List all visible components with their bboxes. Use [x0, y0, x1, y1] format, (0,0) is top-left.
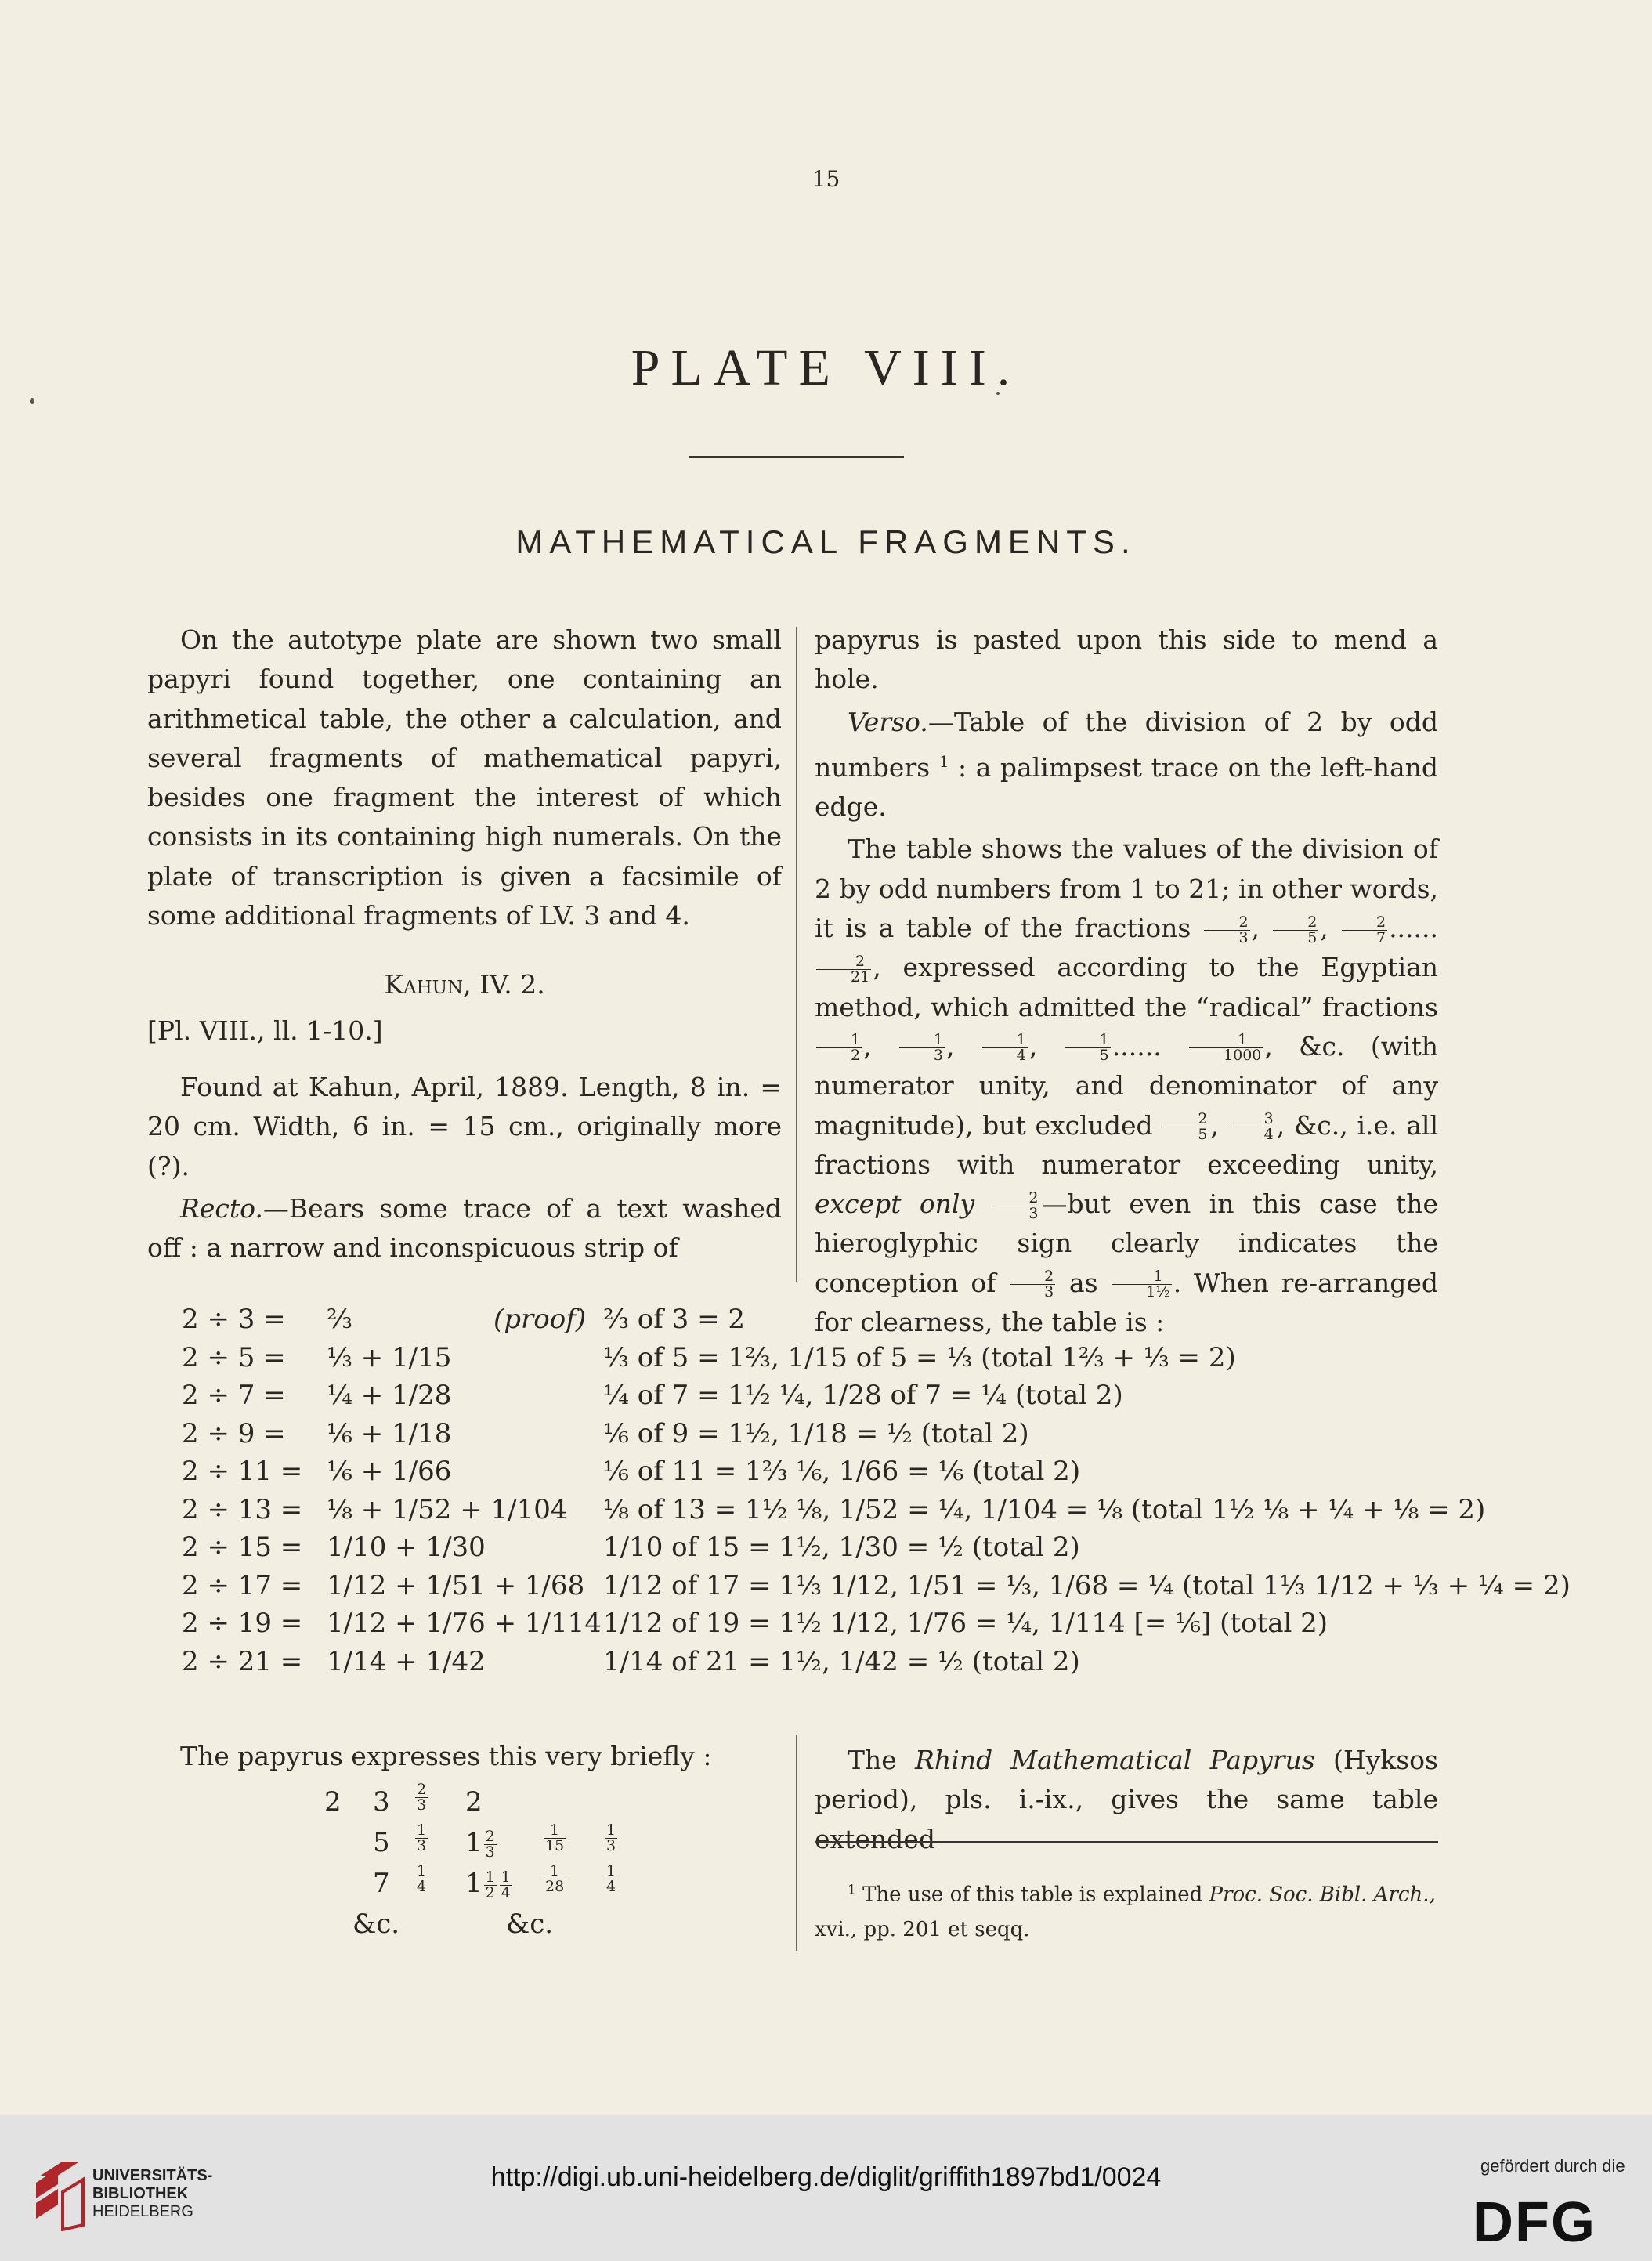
- proof-text: 1/10 of 15 = 1½, 1/30 = ½ (total 2): [603, 1532, 1080, 1563]
- proof-text: ⅛ of 13 = 1½ ⅛, 1/52 = ¼, 1/104 = ⅛ (total 1½ ⅛ + ¼ + ⅛ = 2): [603, 1493, 1486, 1525]
- division-lhs: 2 ÷ 15 =: [182, 1532, 303, 1563]
- fractions-text-c: &c. (with numerator unity, and denominator of any magnitude), but excluded: [815, 1030, 1439, 1141]
- permalink-url[interactable]: http://digi.ub.uni-heidelberg.de/diglit/griffith1897bd1/0024: [490, 2162, 1162, 2192]
- fraction: $\frac{2}{5}$: [1273, 915, 1318, 946]
- fraction: $\frac{1}{5}$: [1065, 1033, 1111, 1063]
- fraction: $\frac{2}{3}$: [1010, 1269, 1055, 1300]
- scan-speck: [30, 398, 34, 404]
- fractions-text-f: . When re-arranged for clearness, the table is :: [815, 1267, 1438, 1338]
- division-result: 1/12 + 1/51 + 1/68: [327, 1569, 585, 1601]
- fraction: $\frac{1}{1000}$: [1189, 1033, 1263, 1063]
- fractions-text-e: —but even in this case the hieroglyphic sign clearly indicates the conception of: [815, 1188, 1438, 1298]
- section-title: MATHEMATICAL FRAGMENTS.: [515, 523, 1137, 560]
- proof-text: ⅙ of 9 = 1½, 1/18 = ½ (total 2): [603, 1417, 1029, 1449]
- library-line-2: BIBLIOTHEK: [92, 2185, 189, 2202]
- papyrus-cell: $\frac{1}{3}$: [417, 1821, 427, 1854]
- verso-tail: : a palimpsest trace on the left-hand edge.: [815, 751, 1438, 823]
- papyrus-cell: 7: [373, 1868, 390, 1899]
- footnote-divider: [815, 1841, 1438, 1843]
- papyrus-cell: 3: [373, 1786, 390, 1818]
- papyrus-etc: &c.: [506, 1908, 554, 1940]
- papyrus-cell: $\frac{1}{15}$: [545, 1821, 565, 1854]
- found-paragraph: Found at Kahun, April, 1889. Length, 8 in. = 20 cm. Width, 6 in. = 15 cm., originally more (?).: [147, 1071, 782, 1181]
- library-line-3: HEIDELBERG: [92, 2203, 193, 2220]
- proof-text: ¼ of 7 = 1½ ¼, 1/28 of 7 = ¼ (total 2): [603, 1380, 1123, 1411]
- dfg-logo: DFG: [1473, 2191, 1596, 2254]
- division-lhs: 2 ÷ 17 =: [182, 1569, 303, 1601]
- division-lhs: 2 ÷ 5 =: [182, 1341, 286, 1373]
- column-divider: [796, 627, 797, 1282]
- fraction: $\frac{2}{7}$: [1342, 915, 1387, 946]
- funding-caption: gefördert durch die: [1480, 2156, 1625, 2176]
- as-text: as: [1068, 1267, 1098, 1298]
- fractions-text-a: The table shows the values of the division of 2 by odd numbers from 1 to 21; in other words, it is a table of the fractions: [815, 834, 1438, 944]
- title-divider: [689, 456, 904, 458]
- verso-text: —Table of the division of 2 by odd numbers: [815, 706, 1438, 783]
- papyrus-cell: 1 $\frac{2}{3}$: [465, 1827, 495, 1861]
- plate-title: PLATE VIII.: [631, 339, 1021, 396]
- division-result: ⅔: [327, 1304, 352, 1335]
- fractions-text-d: &c., i.e. all fractions with numerator exceeding unity,: [815, 1109, 1439, 1180]
- rhind-text-a: The: [848, 1745, 916, 1775]
- except-only-text: except only: [815, 1188, 975, 1220]
- division-result: 1/12 + 1/76 + 1/114: [327, 1608, 602, 1639]
- fraction: $\frac{3}{4}$: [1230, 1112, 1275, 1142]
- proof-text: ⅙ of 11 = 1⅔ ⅙, 1/66 = ⅙ (total 2): [603, 1456, 1081, 1487]
- rhind-title: Rhind Mathematical Papyrus: [915, 1745, 1315, 1775]
- recto-text: —Bears some trace of a text washed off : a narrow and inconspicuous strip of: [147, 1192, 782, 1264]
- library-line-1: UNIVERSITÄTS-: [92, 2167, 213, 2184]
- footnote: [815, 1872, 1441, 1947]
- kahun-heading: Kahun, IV. 2.: [384, 969, 545, 1000]
- division-result: ¼ + 1/28: [327, 1380, 452, 1411]
- division-lhs: 2 ÷ 13 =: [182, 1493, 303, 1525]
- papyrus-cell: 2: [324, 1786, 342, 1818]
- recto-paragraph: [147, 1189, 782, 1268]
- footnote-marker-num: 1: [848, 1882, 856, 1897]
- division-lhs: 2 ÷ 21 =: [182, 1645, 303, 1677]
- division-result: 1/14 + 1/42: [327, 1645, 486, 1677]
- proof-text: 1/12 of 19 = 1½ 1/12, 1/76 = ¼, 1/114 [= ⅙] (total 2): [603, 1608, 1328, 1639]
- division-result: 1/10 + 1/30: [327, 1532, 486, 1563]
- division-lhs: 2 ÷ 3 =: [182, 1304, 286, 1335]
- division-result: ⅙ + 1/18: [327, 1417, 452, 1449]
- papyrus-cell: 2: [465, 1786, 483, 1818]
- division-result: ⅓ + 1/15: [327, 1341, 452, 1373]
- proof-text: ⅓ of 5 = 1⅔, 1/15 of 5 = ⅓ (total 1⅔ + ⅓ = 2): [603, 1341, 1236, 1373]
- papyrus-cell: 1 $\frac{1}{2}$ $\frac{1}{4}$: [465, 1868, 511, 1901]
- fraction: $\frac{2}{21}$: [816, 954, 871, 985]
- continuation-text: papyrus is pasted upon this side to mend a hole.: [815, 624, 1438, 695]
- fraction: $\frac{1}{4}$: [982, 1033, 1028, 1063]
- papyrus-intro: The papyrus expresses this very briefly :: [180, 1741, 712, 1771]
- division-lhs: 2 ÷ 11 =: [182, 1456, 303, 1487]
- verso-paragraph: [815, 703, 1438, 827]
- fraction: $\frac{1}{3}$: [899, 1033, 945, 1063]
- rhind-text-b: (Hyksos period), pls. i.-ix., gives the same table extended: [815, 1745, 1438, 1854]
- fraction: $\frac{2}{3}$: [994, 1191, 1039, 1221]
- division-lhs: 2 ÷ 19 =: [182, 1608, 303, 1639]
- right-column: [815, 620, 1438, 1342]
- division-lhs: 2 ÷ 9 =: [182, 1417, 286, 1449]
- fractions-paragraph: The table shows the values of the division of 2 by odd numbers from 1 to 21; in other words, it is a table of the fractions $\frac{2}{3}$ , $\frac{2}{5}$ , $\frac{2}{7}$ ...... $\frac{2}{21}$ , expressed according to the Egyptian method, which admitted the “radical” fractions $\frac{1}{2}$ , $\frac{1}{3}$ , $\frac{1}{4}$ , $\frac{1}{5}$ ...... $\frac{1}{1000}$ , &c. (with numerator unity, and denominator of any magnitude), but excluded $\frac{2}{5}$ , $\frac{3}{4}$ , &c., i.e. all fractions with numerator exceeding unity, except only $\frac{2}{3}$ —but even in this case the hieroglyphic sign clearly indicates the conception of $\frac{2}{3}$ as $\frac{1}{\text{1½}}$ . When re-arranged for clearness, the table is :: [815, 834, 1439, 1338]
- column-divider-lower: [796, 1735, 797, 1951]
- papyrus-cell: $\frac{1}{28}$: [545, 1861, 565, 1895]
- fraction: $\frac{1}{2}$: [816, 1033, 862, 1063]
- papyrus-cell: $\frac{1}{3}$: [606, 1821, 616, 1854]
- footnote-text-a: The use of this table is explained: [855, 1883, 1209, 1907]
- verso-label: Verso.: [848, 706, 928, 737]
- footnote-marker: [848, 1883, 856, 1907]
- papyrus-cell: $\frac{1}{4}$: [417, 1861, 427, 1895]
- recto-label: Recto.: [180, 1192, 263, 1224]
- proof-header: (proof): [493, 1304, 587, 1335]
- proof-text: ⅔ of 3 = 2: [603, 1304, 745, 1335]
- papyrus-cell: $\frac{1}{4}$: [606, 1861, 616, 1895]
- left-column: [147, 620, 782, 1268]
- papyrus-etc: &c.: [352, 1908, 400, 1940]
- intro-paragraph: On the autotype plate are shown two small papyri found together, one containing an arithmetical table, the other a calculation, and several fragments of mathematical papyri, besides one fragment the interest of which consists in its containing high numerals. On the plate of transcription is given a facsimile of some additional fragments of LV. 3 and 4.: [147, 624, 782, 932]
- proof-text: 1/12 of 17 = 1⅓ 1/12, 1/51 = ⅓, 1/68 = ¼ (total 1⅓ 1/12 + ⅓ + ¼ = 2): [603, 1569, 1571, 1601]
- papyrus-cell: 5: [373, 1827, 390, 1858]
- plate-reference: [Pl. VIII., ll. 1-10.]: [147, 1015, 383, 1046]
- page-number: 15: [812, 166, 840, 192]
- division-result: ⅙ + 1/66: [327, 1456, 452, 1487]
- division-lhs: 2 ÷ 7 =: [182, 1380, 286, 1411]
- fraction: $\frac{1}{\text{1½}}$: [1112, 1269, 1172, 1300]
- division-result: ⅛ + 1/52 + 1/104: [327, 1493, 568, 1525]
- fraction: $\frac{2}{3}$: [1204, 915, 1249, 946]
- footnote-text-b: xvi., pp. 201 et seqq.: [815, 1917, 1030, 1941]
- footnote-reference: Proc. Soc. Bibl. Arch.,: [1209, 1883, 1436, 1907]
- fractions-text-b: expressed according to the Egyptian method, which admitted the “radical” fractions: [815, 952, 1438, 1022]
- footnote-ref: 1: [938, 751, 949, 771]
- proof-label: proof: [504, 1304, 576, 1335]
- papyrus-cell: $\frac{2}{3}$: [417, 1780, 427, 1814]
- fraction: $\frac{2}{5}$: [1163, 1112, 1209, 1142]
- proof-text: 1/14 of 21 = 1½, 1/42 = ½ (total 2): [603, 1645, 1080, 1677]
